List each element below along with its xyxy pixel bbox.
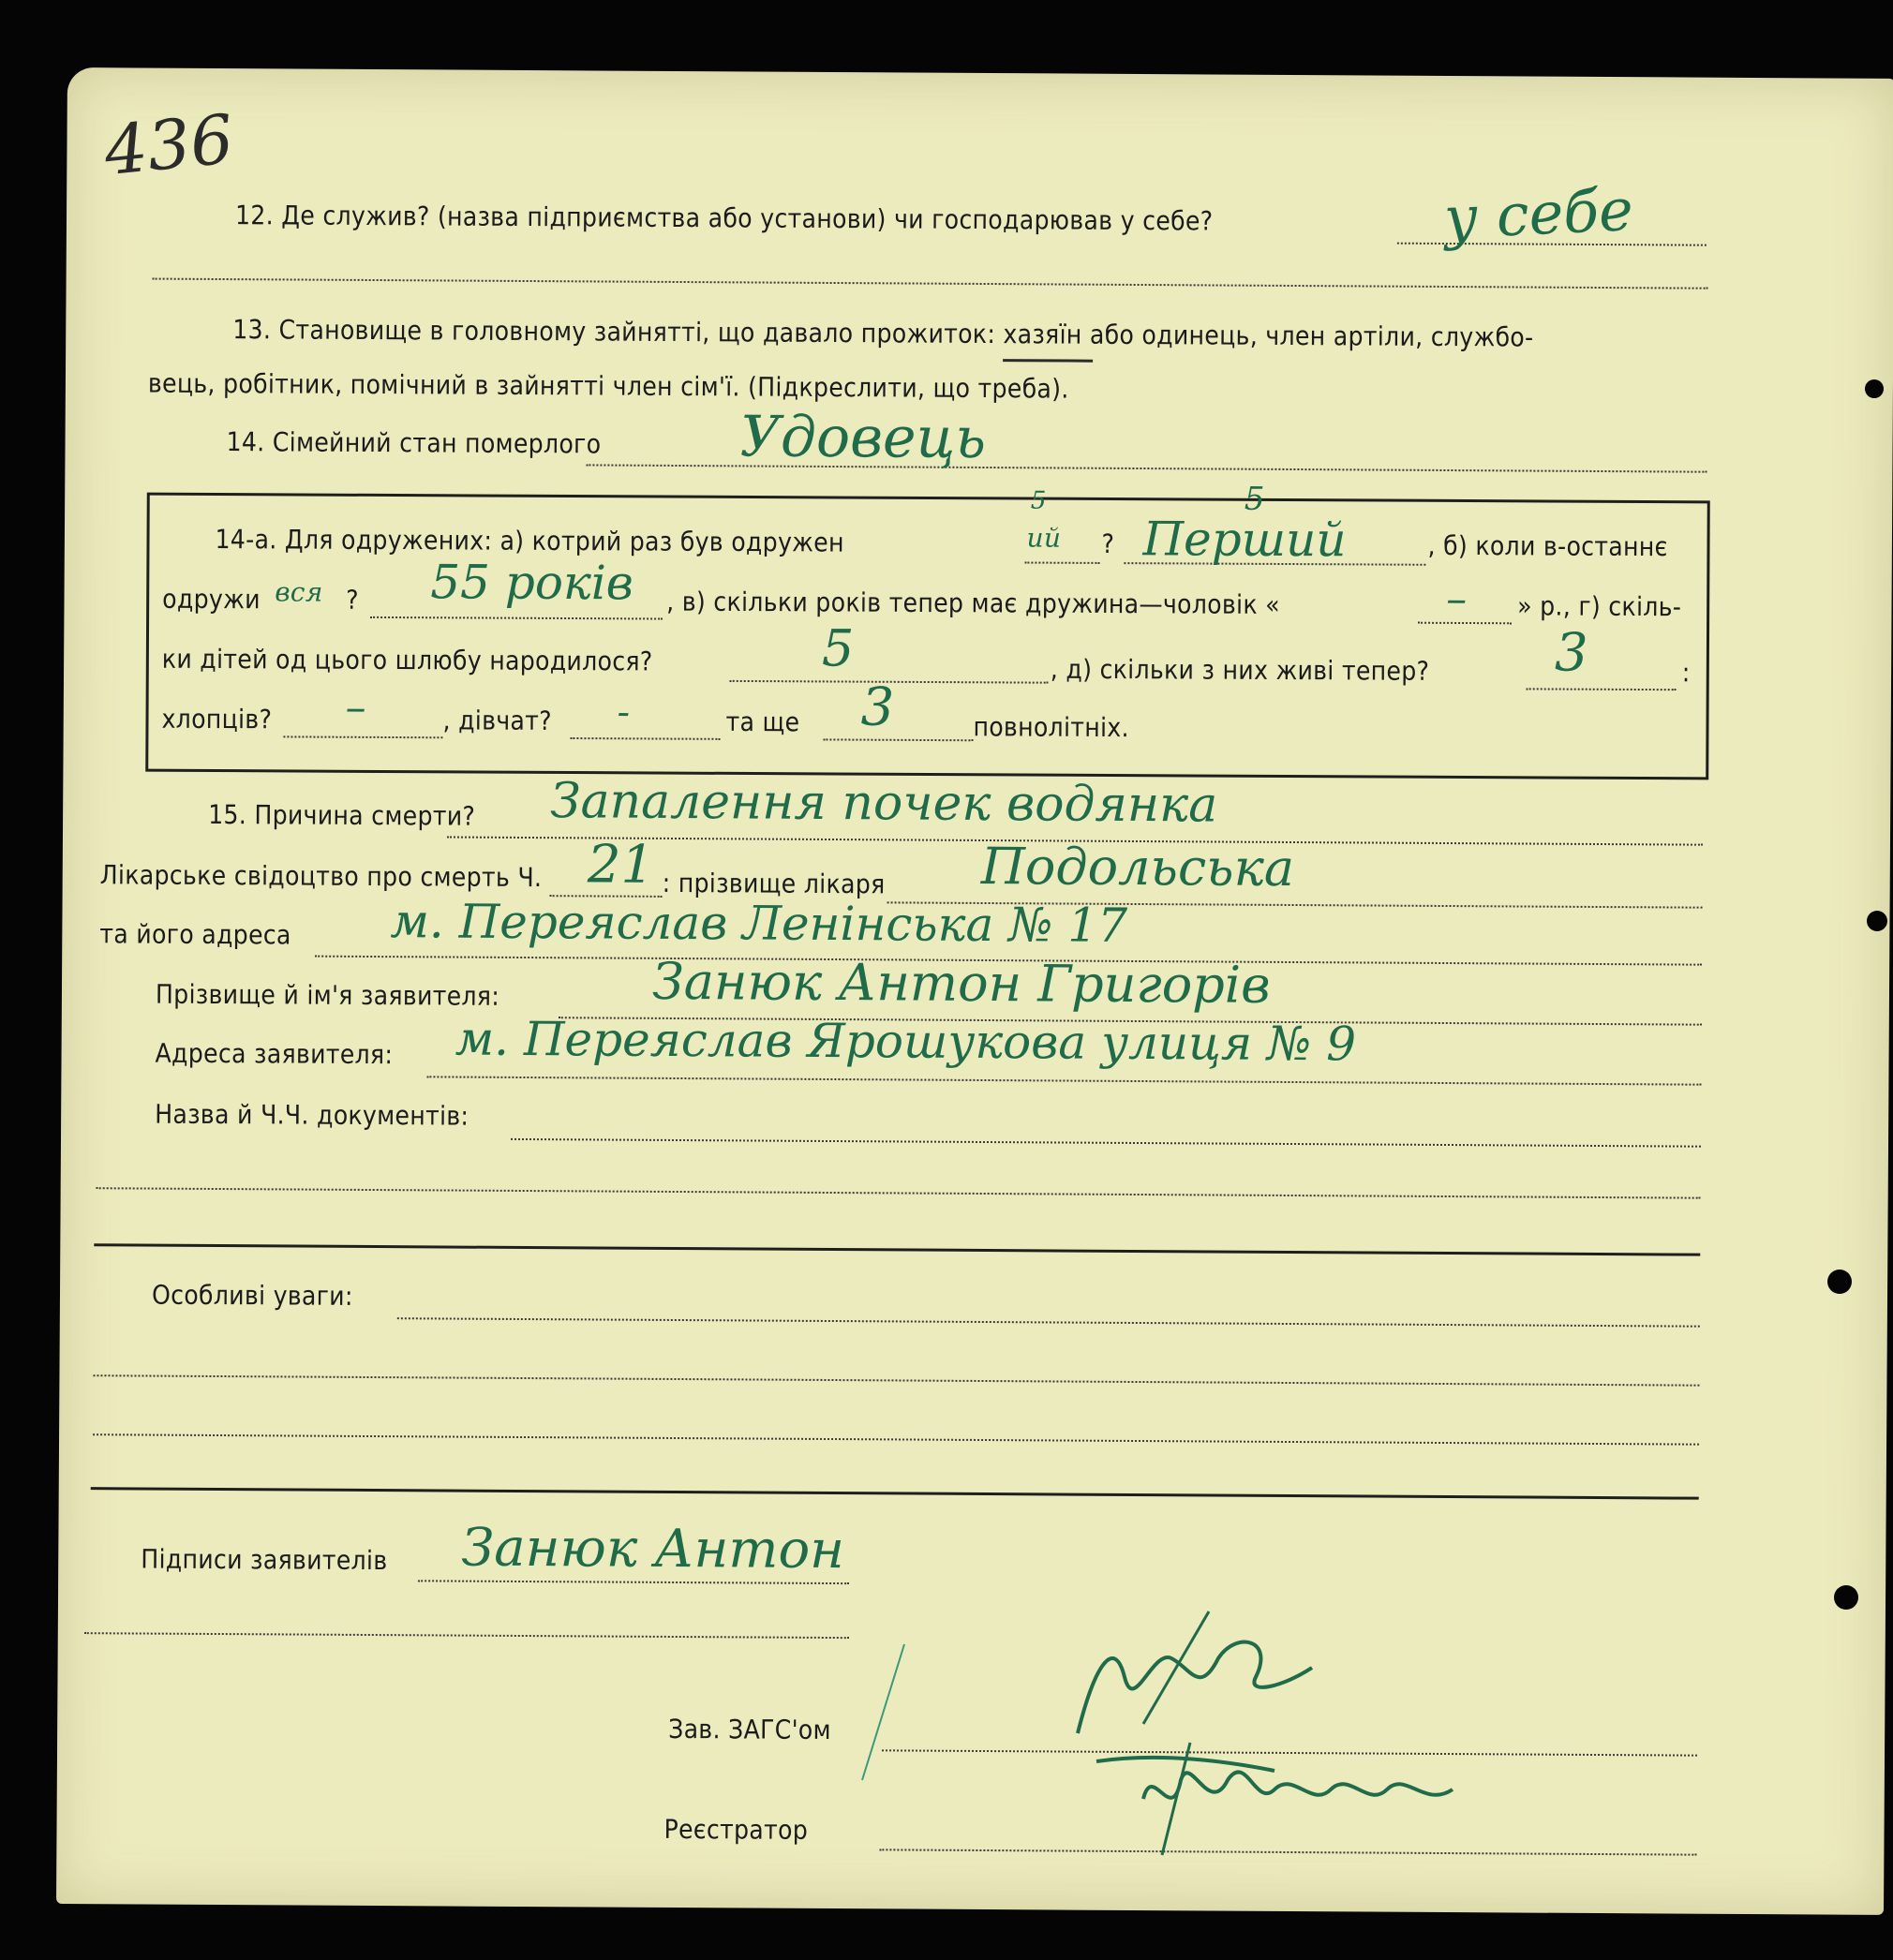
document-sheet <box>56 67 1893 1915</box>
binder-hole-1 <box>1827 1270 1852 1294</box>
archive-number: 436 <box>100 99 237 191</box>
binder-hole-4 <box>1867 911 1887 931</box>
q14a-l2-answer-line <box>370 616 663 620</box>
applicants-signature-line-2 <box>84 1632 849 1639</box>
q12-answer: у себе <box>1442 174 1635 253</box>
q14a-l1-b: , б) коли в-останнє <box>1427 529 1668 563</box>
q14a-l2-a: одружи <box>162 583 261 616</box>
q14a-l1-a: 14-а. Для одружених: а) котрий раз був одружен <box>215 524 844 558</box>
binder-hole-2 <box>1834 1585 1858 1610</box>
q14a-margin-mark-1: 5 <box>1030 486 1047 515</box>
cert-label: Лікарське свідоцтво про смерть Ч. <box>99 859 543 894</box>
q14a-l1-suffix: ий <box>1026 522 1062 554</box>
q14a-l2-c: » р., г) скіль- <box>1517 590 1682 623</box>
documents-label: Назва й Ч.Ч. документів: <box>155 1098 470 1132</box>
q14a-l3-a: ки дітей од цього шлюбу народилося? <box>161 643 653 677</box>
q14-answer: Удовець <box>739 404 987 471</box>
q14a-l4-c-answer: 3 <box>860 676 895 738</box>
q14a-l3-b: , д) скільки з них живі тепер? <box>1050 653 1430 687</box>
q14a-l4-c: та ще <box>725 705 800 738</box>
q14a-l3-b-line <box>1527 688 1677 690</box>
applicant-address-line <box>426 1076 1701 1085</box>
q14a-l3-b-answer: 3 <box>1554 622 1588 684</box>
married-section-box <box>145 480 1710 780</box>
applicants-signature: Занюк Антон <box>461 1517 845 1581</box>
q14a-l4-a-line <box>283 735 442 738</box>
q14a-l1-suffix-line <box>1024 562 1099 564</box>
q14a-margin-mark-2: 5 <box>1244 480 1265 518</box>
q14a-l2-q: ? <box>346 584 359 616</box>
q14a-l1-q: ? <box>1101 527 1115 560</box>
divider-1 <box>94 1243 1700 1255</box>
q14a-l2-b-answer: – <box>1446 574 1468 624</box>
q13-line1: 13. Становище в головному зайнятті, що давало прожиток: хазяїн або одинець, член артіли, службо- <box>232 314 1534 353</box>
applicants-signature-label: Підписи заявителів <box>141 1543 388 1577</box>
remarks-line-1 <box>397 1317 1700 1327</box>
q14a-l2-answer: 55 років <box>430 555 634 611</box>
q15-label: 15. Причина смерти? <box>208 798 476 832</box>
remarks-line-2 <box>93 1374 1699 1386</box>
q15-answer: Запалення почек водянка <box>550 773 1218 834</box>
q14a-l4-a: хлопців? <box>161 703 273 735</box>
doctor-label: : прізвище лікаря <box>662 867 886 900</box>
applicant-address-label: Адреса заявителя: <box>155 1037 394 1071</box>
q14a-l1-answer: Перший <box>1142 512 1347 568</box>
applicant-address: м. Переяслав Ярошукова улиця № 9 <box>455 1011 1357 1072</box>
applicant-name-label: Прізвище й ім'я заявителя: <box>155 978 500 1012</box>
q14a-l4-b-answer: - <box>617 690 631 735</box>
q12-second-line <box>153 278 1708 290</box>
binder-hole-3 <box>1865 379 1884 398</box>
q14a-l3-c: : <box>1681 657 1691 689</box>
divider-2 <box>91 1487 1699 1499</box>
remarks-line-3 <box>93 1433 1699 1445</box>
odynets-underline <box>1003 359 1093 363</box>
q12-label: 12. Де служив? (назва підприємства або установи) чи господарював у себе? <box>234 200 1214 237</box>
q14a-l4-b: , дівчат? <box>442 705 552 736</box>
documents-line <box>511 1138 1701 1148</box>
q14a-l2-suffix: вся <box>275 576 323 608</box>
applicant-name: Занюк Антон Григорів <box>651 951 1271 1015</box>
q14a-l4-d: повнолітніх. <box>973 711 1129 744</box>
cert-number: 21 <box>587 834 655 896</box>
margin-pen-stroke <box>853 1640 909 1789</box>
q14a-l4-a-answer: – <box>345 683 366 732</box>
doctor-address: м. Переяслав Ленінська № 17 <box>390 894 1128 953</box>
remarks-label: Особливі уваги: <box>151 1279 353 1312</box>
doctor-address-label: та його адреса <box>99 918 291 951</box>
q14a-l4-c-line <box>823 738 973 741</box>
applicants-signature-line <box>418 1580 849 1584</box>
registrar-signature <box>1087 1743 1518 1874</box>
documents-second-line <box>97 1187 1701 1198</box>
head-zags-label: Зав. ЗАГС'ом <box>668 1713 831 1746</box>
q14a-l3-a-answer: 5 <box>821 618 855 678</box>
registrar-label: Реєстратор <box>663 1813 809 1846</box>
q14a-l2-b: , в) скільки років тепер має дружина—чоловік « <box>666 586 1280 620</box>
doctor-name: Подольська <box>980 836 1295 898</box>
q13-line2: вець, робітник, помічний в зайнятті член сім'ї. (Підкреслити, що треба). <box>147 367 1069 405</box>
head-zags-signature <box>1059 1621 1378 1761</box>
q14a-l4-b-line <box>570 737 720 740</box>
q14-label: 14. Сімейний стан померлого <box>226 426 602 460</box>
